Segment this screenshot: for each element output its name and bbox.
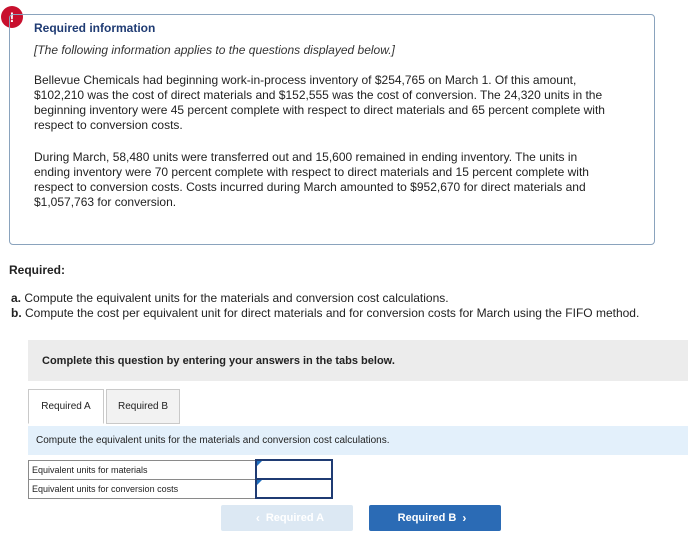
tab-required-a[interactable]: Required A [28,389,104,424]
row-label-conversion: Equivalent units for conversion costs [29,479,256,498]
materials-equivalent-units-input[interactable] [257,461,331,478]
instructions-banner: Complete this question by entering your answers in the tabs below. [28,340,688,381]
required-item-b-text: Compute the cost per equivalent unit for direct materials and for conversion costs for March using the FIFO method. [25,306,640,320]
required-item-b [11,306,639,320]
info-title: Required information [34,21,156,35]
conversion-equivalent-units-input[interactable] [257,480,331,497]
required-item-a [11,291,449,305]
chevron-left-icon: ‹ [255,511,260,525]
next-button-label: Required B [397,512,457,524]
required-item-a-marker: a. [11,291,22,305]
required-item-b-marker: b. [11,306,22,320]
next-required-b-button[interactable] [369,505,501,531]
table-row [29,479,332,498]
previous-button-label: Required A [265,512,325,524]
tab-required-b[interactable]: Required B [106,389,180,424]
previous-required-a-button[interactable] [221,505,353,531]
alert-icon: ! [1,6,23,28]
info-subtitle: [The following information applies to the questions displayed below.] [34,43,395,57]
conversion-equivalent-units-input-cell [256,479,332,498]
chevron-right-icon: › [462,511,467,525]
question-instruction: Compute the equivalent units for the materials and conversion cost calculations. [28,426,688,455]
required-item-a-text: Compute the equivalent units for the materials and conversion cost calculations. [24,291,449,305]
required-heading: Required: [9,263,66,277]
row-label-materials: Equivalent units for materials [29,460,256,479]
table-row [29,460,332,479]
info-paragraph-2: During March, 58,480 units were transferred out and 15,600 remained in ending inventory. The units in ending inventory were 70 percent complete with respect to direct materials and 15 percent complete with respect to conversion costs. Costs incurred during March amounted to $952,670 for direct materials and $1,057,763 for conversion. [34,150,589,209]
equivalent-units-table [28,459,333,499]
info-paragraph-1: Bellevue Chemicals had beginning work-in-process inventory of $254,765 on March 1. Of this amount, $102,210 was the cost of direct materials and $152,555 was the cost of conversion. The 24,320 units in the beginning inventory were 45 percent complete with respect to direct materials and 65 percent complete with respect to conversion costs. [34,73,605,132]
materials-equivalent-units-input-cell [256,460,332,479]
